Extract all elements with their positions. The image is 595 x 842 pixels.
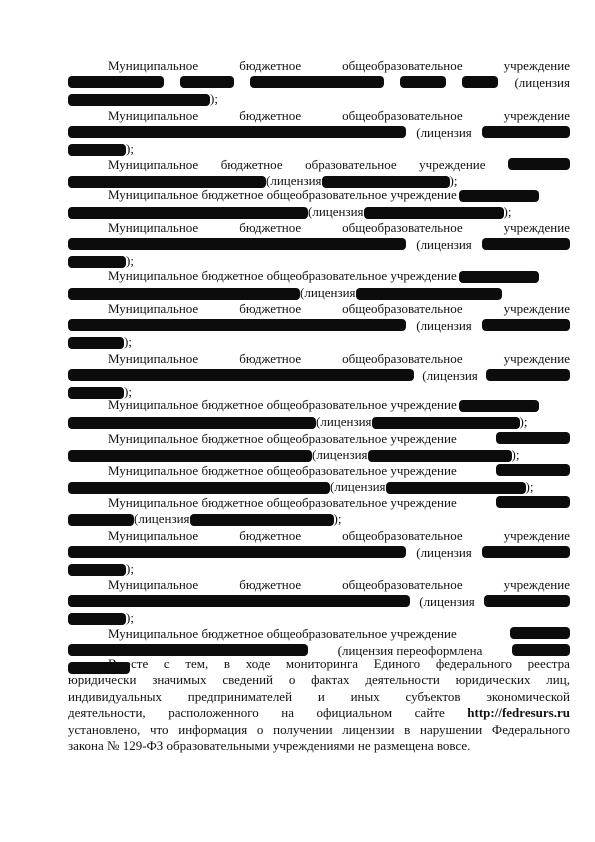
para-line-6: закона № 129-ФЗ образовательными учреждениями не размещена вовсе. (68, 737, 471, 753)
para-line-5: установлено, что информация о получении лицензии в нарушении Федерального (68, 721, 570, 737)
para-line-1: Вместе с тем, в ходе мониторинга Единого федерального реестра (108, 655, 570, 671)
redaction-box (364, 207, 504, 219)
redaction-box (68, 595, 410, 607)
redaction-box (68, 546, 406, 558)
document-page: Муниципальное бюджетное общеобразовательное учреждение (лицензия ); Муниципальное бюджетное общеобразовательное учреждение (лицензия ); Муниципальное бюджетное образовательное учреждение (лицензия ); Муниципальное бюджетное общеобразовательное учреждение (лицензия ); Муниципальное бюджетное общеобразовательное учреждение (лицензия ); Муниципальное бюджетное общеобразовательное учреждение (лицензия Муниципальное бюджетное общеобразовательное учреждение (лицензия ); Муниципальное бюджетное общеобразовательное учреждение (лицензия ); Муниципальное бюджетное общеобразовательное учреждение (лицензия ); Муниципальное бюджетное общеобразовательное учреждение (лицензия ); Муниципальное бюджетное общеобразовательное учреждение (лицензия ); Муниципальное бюджетное общеобразовательное учреждение (лицензия ); Муниципальное бюджетное общеобразовательное учреждение (лицензия ); Муниципальное бюджетное общеобразовательное учреждение (лицензия ); Муниципальное бюджетное общеобразовательное учреждение (лицензия переоформлена Вместе с тем, в ходе мониторинга Единого федерального реестра юридически значимых сведений о фактах деятельности юридических лиц, индивидуальных предпринимателей и иных субъектов экономической деятельности, расположенного на официальном сайте http://fedresurs.ru установлено, что информация о получении лицензии в нарушении Федерального закона № 129-ФЗ образовательными учреждениями не размещена вовсе. (68, 57, 570, 753)
redaction-box (496, 496, 570, 508)
redaction-box (68, 207, 308, 219)
redaction-box (68, 126, 406, 138)
redaction-box (510, 627, 570, 639)
redaction-box (484, 595, 570, 607)
redaction-box (400, 76, 446, 88)
redaction-box (68, 369, 414, 381)
redaction-box (68, 238, 406, 250)
redaction-box (496, 432, 570, 444)
redaction-box (459, 190, 539, 202)
redaction-box (68, 417, 316, 429)
redaction-box (68, 288, 300, 300)
para-line-3: индивидуальных предпринимателей и иных субъектов экономической (68, 688, 570, 704)
redaction-box (386, 482, 526, 494)
redaction-box (486, 369, 570, 381)
redaction-box (356, 288, 502, 300)
redaction-box (190, 514, 334, 526)
redaction-box (68, 613, 126, 625)
para-line-4: деятельности, расположенного на официальном сайте http://fedresurs.ru (68, 705, 570, 721)
redaction-box (68, 319, 406, 331)
redaction-box (482, 126, 570, 138)
redaction-box (250, 76, 384, 88)
para-line-2: юридически значимых сведений о фактах деятельности юридических лиц, (68, 672, 570, 688)
redaction-box (459, 271, 539, 283)
redaction-box (459, 400, 539, 412)
redaction-box (508, 158, 570, 170)
redaction-box (68, 482, 330, 494)
conclusion-paragraph (68, 655, 570, 754)
redaction-box (462, 76, 498, 88)
redaction-box (68, 76, 164, 88)
redaction-box (180, 76, 234, 88)
redaction-box (68, 514, 134, 526)
redaction-box (368, 450, 512, 462)
redaction-box (482, 546, 570, 558)
redaction-box (372, 417, 520, 429)
redaction-box (68, 256, 126, 268)
redaction-box (68, 337, 124, 349)
redaction-box (68, 450, 312, 462)
redaction-box (68, 144, 126, 156)
redaction-box (482, 238, 570, 250)
redaction-box (482, 319, 570, 331)
fedresurs-link[interactable]: http://fedresurs.ru (467, 705, 570, 721)
redaction-box (68, 94, 210, 106)
redaction-box (68, 564, 126, 576)
redaction-box (496, 464, 570, 476)
